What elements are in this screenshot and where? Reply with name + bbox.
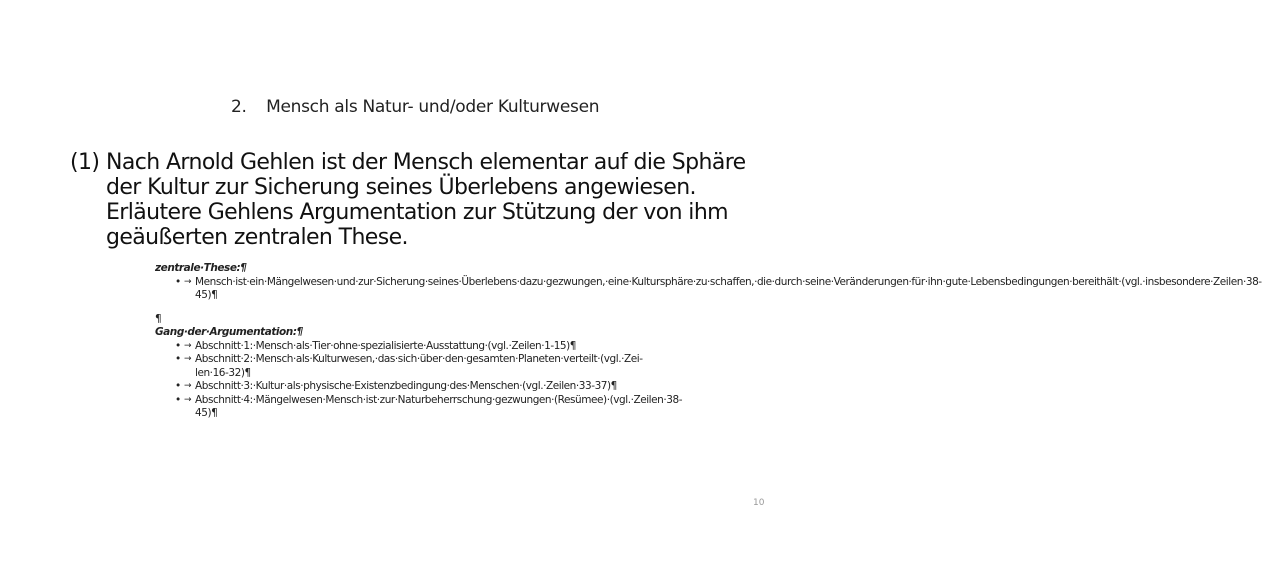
tab-arrow-icon: → bbox=[184, 354, 192, 364]
argument-list bbox=[155, 339, 683, 421]
tab-arrow-icon: → bbox=[184, 394, 192, 405]
thesis-heading: zentrale·These:¶ bbox=[155, 262, 247, 274]
tab-arrow-icon: → bbox=[184, 276, 192, 287]
page-number: 10 bbox=[753, 498, 765, 508]
list-item bbox=[155, 275, 1262, 303]
document-excerpt bbox=[155, 262, 1262, 421]
argument-text: Abschnitt·1:·Mensch·als·Tier·ohne·spezialisierte·Ausstattung·(vgl.·Zeilen·1-15)¶ bbox=[195, 339, 577, 352]
bullet-icon: • bbox=[175, 393, 181, 406]
list-item bbox=[155, 380, 665, 394]
section-title-text: Mensch als Natur- und/oder Kulturwesen bbox=[266, 97, 600, 117]
list-item bbox=[155, 353, 665, 380]
tab-arrow-icon: → bbox=[184, 381, 192, 391]
task-prompt bbox=[70, 150, 760, 250]
bullet-icon: • bbox=[175, 275, 181, 288]
section-title bbox=[231, 97, 599, 117]
argument-text: Abschnitt·2:·Mensch·als·Kulturwesen,·das·sich·über·den·gesamten·Planeten·verteilt·(vgl.·Zei-len·16-32)¶ bbox=[195, 353, 643, 379]
empty-paragraph: ¶ bbox=[155, 312, 162, 325]
thesis-text: Mensch·ist·ein·Mängelwesen·und·zur·Sicherung·seines·Überlebens·dazu·gezwungen,·eine·Kultursphäre·zu·schaffen,·die·durch·seine·Veränderungen·für·ihn·gute·Lebensbedingungen·bereithält·(vgl.·insbesondere·Zeilen·38-45)¶ bbox=[195, 275, 1262, 301]
argument-text: Abschnitt·4:·Mängelwesen·Mensch·ist·zur·Naturbeherrschung·gezwungen·(Resümee)·(vgl.·Zeilen·38-45)¶ bbox=[195, 393, 683, 419]
list-item bbox=[155, 340, 665, 354]
bullet-icon: • bbox=[175, 339, 181, 352]
bullet-icon: • bbox=[175, 380, 181, 392]
section-number: 2. bbox=[231, 97, 247, 117]
tab-arrow-icon: → bbox=[184, 340, 192, 351]
bullet-icon: • bbox=[175, 353, 181, 365]
argument-heading: Gang·der·Argumentation:¶ bbox=[155, 326, 303, 338]
argument-text: Abschnitt·3:·Kultur·als·physische·Existenzbedingung·des·Menschen·(vgl.·Zeilen·33-37)¶ bbox=[195, 380, 617, 392]
list-item bbox=[155, 393, 683, 421]
task-number: (1) bbox=[70, 150, 100, 175]
task-text: Nach Arnold Gehlen ist der Mensch elementar auf die Sphäre der Kultur zur Sicherung seines Überlebens angewiesen. Erläutere Gehlens Argumentation zur Stützung der von ihm geäußerten zentralen These. bbox=[106, 150, 746, 250]
thesis-list bbox=[155, 275, 1262, 303]
